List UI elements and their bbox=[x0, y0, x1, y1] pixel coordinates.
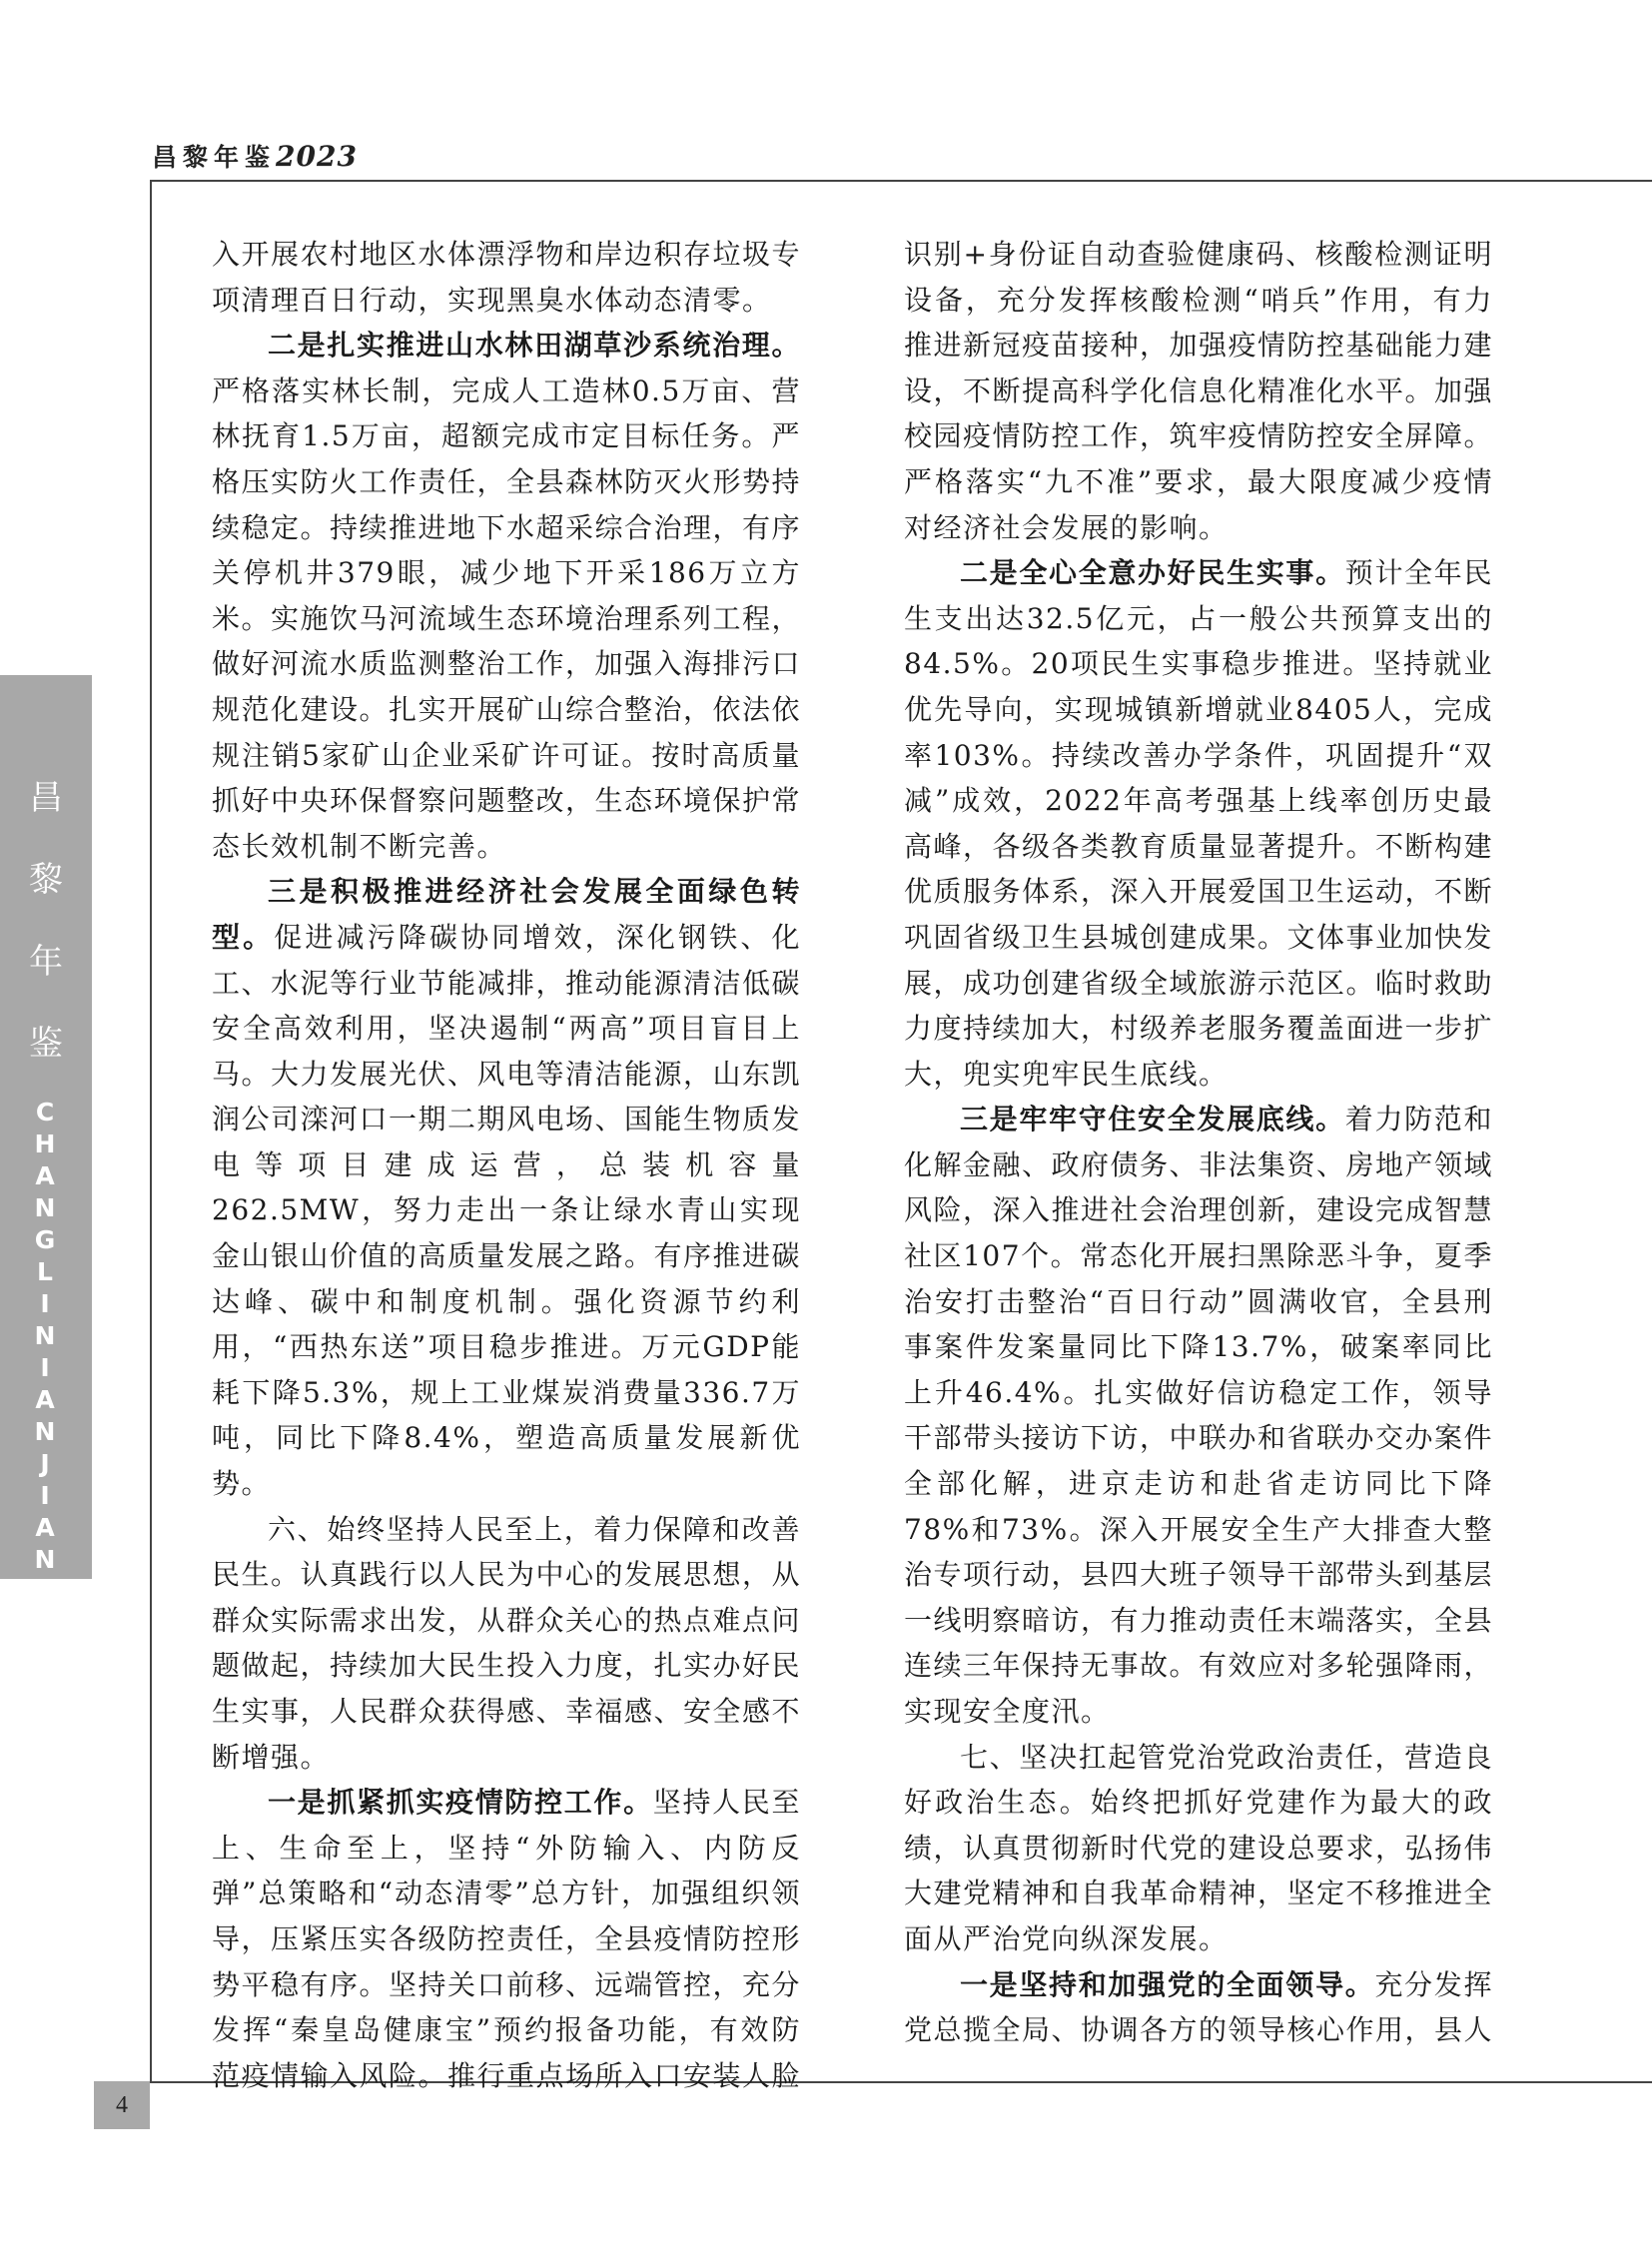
paragraph-lead: 三是积极推进经济社会发展全面绿色转型。 bbox=[212, 875, 801, 954]
side-tab-en-char: I bbox=[40, 1353, 52, 1382]
paragraph bbox=[904, 550, 1493, 1097]
paragraph-lead: 一是抓紧抓实疫情防控工作。 bbox=[268, 1786, 653, 1820]
paragraph-text: 七、坚决扛起管党治党政治责任，营造良好政治生态。始终把抓好党建作为最大的政绩，认真贯彻新时代党的建设总要求，弘扬伟大建党精神和自我革命精神，坚定不移推进全面从严治党向纵深发展。 bbox=[904, 1740, 1494, 1955]
paragraph bbox=[212, 323, 801, 869]
paragraph bbox=[212, 1780, 801, 2098]
side-tab-en-char: A bbox=[35, 1385, 57, 1414]
paragraph-text: 坚持人民至上、生命至上，坚持“外防输入、内防反弹”总策略和“动态清零”总方针，加强组织领导，压紧压实各级防控责任，全县疫情防控形势平稳有序。坚持关口前移、远端管控，充分发挥“秦皇岛健康宝”预约报备功能，有效防范疫情输入风险。推行重点场所入口安装人脸 bbox=[212, 1786, 802, 2092]
side-tab-en-char: A bbox=[35, 1513, 57, 1542]
paragraph-text: 着力防范和化解金融、政府债务、非法集资、房地产领域风险，深入推进社会治理创新，建设完成智慧社区107个。常态化开展扫黑除恶斗争，夏季治安打击整治“百日行动”圆满收官，全县刑事案件发案量同比下降13.7%，破案率同比上升46.4%。扎实做好信访稳定工作，领导干部带头接访下访，中联办和省联办交办案件全部化解，进京走访和赴省走访同比下降78%和73%。深入开展安全生产大排查大整治专项行动，县四大班子领导干部带头到基层一线明察暗访，有力推动责任末端落实，全县连续三年保持无事故。有效应对多轮强降雨，实现安全度汛。 bbox=[904, 1103, 1494, 1728]
side-tab-en-char: J bbox=[40, 1449, 52, 1478]
side-tab-cn-char: 黎 bbox=[29, 860, 63, 900]
paragraph-lead: 二是全心全意办好民生实事。 bbox=[960, 556, 1345, 590]
paragraph-lead: 二是扎实推进山水林田湖草沙系统治理。 bbox=[268, 329, 801, 363]
paragraph bbox=[904, 232, 1493, 550]
side-tab-en-char: L bbox=[37, 1257, 55, 1286]
left-frame-rule bbox=[150, 180, 152, 2082]
paragraph bbox=[212, 869, 801, 1506]
section-heading-paragraph bbox=[212, 1507, 801, 1781]
side-tab-en-char: N bbox=[34, 1417, 58, 1446]
header-title bbox=[152, 138, 358, 174]
paragraph bbox=[904, 1097, 1493, 1734]
right-text-column bbox=[904, 232, 1493, 2053]
paragraph bbox=[212, 232, 801, 323]
header-title-text: 昌黎年鉴 bbox=[152, 143, 277, 172]
side-tab-en-char: A bbox=[35, 1161, 57, 1190]
paragraph-text: 识别+身份证自动查验健康码、核酸检测证明设备，充分发挥核酸检测“哨兵”作用，有力推进新冠疫苗接种，加强疫情防控基础能力建设，不断提高科学化信息化精准化水平。加强校园疫情防控工作，筑牢疫情防控安全屏障。严格落实“九不准”要求，最大限度减少疫情对经济社会发展的影响。 bbox=[904, 238, 1494, 544]
side-tab-en-char: N bbox=[34, 1193, 58, 1222]
side-tab-en-char: N bbox=[34, 1321, 58, 1350]
side-tab-cn-char: 年 bbox=[29, 942, 63, 982]
paragraph-text: 预计全年民生支出达32.5亿元，占一般公共预算支出的84.5%。20项民生实事稳步推进。坚持就业优先导向，实现城镇新增就业8405人，完成率103%。持续改善办学条件，巩固提升“双减”成效，2022年高考强基上线率创历史最高峰，各级各类教育质量显著提升。不断构建优质服务体系，深入开展爱国卫生运动，不断巩固省级卫生县城创建成果。文体事业加快发展，成功创建省级全域旅游示范区。临时救助力度持续加大，村级养老服务覆盖面进一步扩大，兜实兜牢民生底线。 bbox=[904, 556, 1494, 1091]
side-tab-en-char: I bbox=[40, 1289, 52, 1318]
section-heading-paragraph bbox=[904, 1735, 1493, 1962]
paragraph-text: 六、始终坚持人民至上，着力保障和改善民生。认真践行以人民为中心的发展思想，从群众实际需求出发，从群众关心的热点难点问题做起，持续加大民生投入力度，扎实办好民生实事，人民群众获得感、幸福感、安全感不断增强。 bbox=[212, 1512, 802, 1774]
side-tab-en-char: I bbox=[40, 1481, 52, 1510]
paragraph-lead: 一是坚持和加强党的全面领导。 bbox=[960, 1967, 1375, 2001]
side-tab-en-char: G bbox=[34, 1225, 58, 1254]
paragraph bbox=[904, 1962, 1493, 2053]
side-tab-en-char: C bbox=[35, 1098, 57, 1127]
side-tab-cn-char: 昌 bbox=[29, 778, 63, 818]
paragraph-lead: 三是牢牢守住安全发展底线。 bbox=[960, 1103, 1345, 1136]
left-text-column bbox=[212, 232, 801, 2098]
page-number: 4 bbox=[94, 2081, 150, 2129]
paragraph-text: 严格落实林长制，完成人工造林0.5万亩、营林抚育1.5万亩，超额完成市定目标任务。严格压实防火工作责任，全县森林防灭火形势持续稳定。持续推进地下水超采综合治理，有序关停机井379眼，减少地下开采186万立方米。实施饮马河流域生态环境治理系列工程，做好河流水质监测整治工作，加强入海排污口规范化建设。扎实开展矿山综合整治，依法依规注销5家矿山企业采矿许可证。按时高质量抓好中央环保督察问题整改，生态环境保护常态长效机制不断完善。 bbox=[212, 374, 802, 863]
paragraph-text: 充分发挥党总揽全局、协调各方的领导核心作用，县人 bbox=[904, 1967, 1494, 2047]
side-tab-en-char: H bbox=[34, 1130, 58, 1158]
header-year: 2023 bbox=[276, 140, 358, 173]
header-rule bbox=[152, 180, 1652, 182]
side-tab bbox=[0, 675, 92, 1579]
side-tab-en-char: N bbox=[34, 1545, 58, 1574]
paragraph-text: 入开展农村地区水体漂浮物和岸边积存垃圾专项清理百日行动，实现黑臭水体动态清零。 bbox=[212, 238, 802, 317]
paragraph-text: 促进减污降碳协同增效，深化钢铁、化工、水泥等行业节能减排，推动能源清洁低碳安全高效利用，坚决遏制“两高”项目盲目上马。大力发展光伏、风电等清洁能源，山东凯润公司滦河口一期二期风电场、国能生物质发电等项目建成运营，总装机容量262.5MW，努力走出一条让绿水青山实现金山银山价值的高质量发展之路。有序推进碳达峰、碳中和制度机制。强化资源节约利用，“西热东送”项目稳步推进。万元GDP能耗下降5.3%，规上工业煤炭消费量336.7万吨，同比下降8.4%，塑造高质量发展新优势。 bbox=[212, 920, 802, 1501]
side-tab-cn-char: 鉴 bbox=[29, 1024, 63, 1064]
